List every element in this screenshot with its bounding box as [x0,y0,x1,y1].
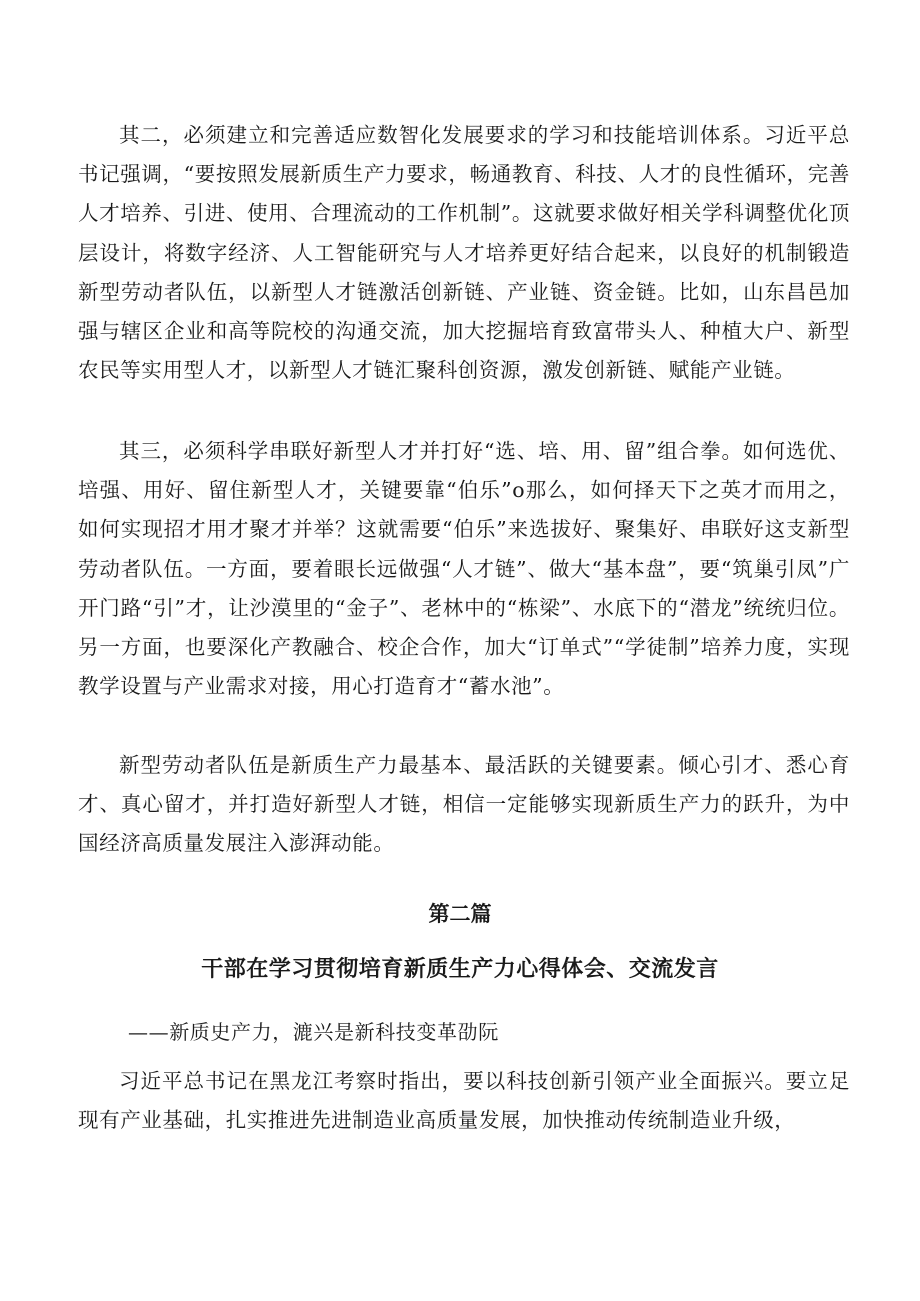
document-title: 干部在学习贯彻培育新质生产力心得体会、交流发言 [201,957,719,982]
paragraph-3: 其三，必须科学串联好新型人才并打好“选、培、用、留”组合拳。如何选优、培强、用好、留住新型人才，关键要靠“伯乐”o那么，如何择天下之英才而用之，如何实现招才用才聚才并举？这就需要“伯乐”来选拔好、聚集好、串联好这支新型劳动者队伍。一方面，要着眼长远做强“人才链”、做大“基本盘”，要“筑巢引凤”广开门路“引”才，让沙漠里的“金子”、老林中的“栋梁”、水底下的“潜龙”统统归位。另一方面，也要深化产教融合、校企合作，加大“订单式”“学徒制”培养力度，实现教学设置与产业需求对接，用心打造育才“蓄水池”。 [78,439,850,699]
paragraph-2: 其二，必须建立和完善适应数智化发展要求的学习和技能培训体系。习近平总书记强调，“要按照发展新质生产力要求，畅通教育、科技、人才的良性循环，完善人才培养、引进、使用、合理流动的工作机制”。这就要求做好相关学科调整优化顶层设计，将数字经济、人工智能研究与人才培养更好结合起来，以良好的机制锻造新型劳动者队伍，以新型人才链激活创新链、产业链、资金链。比如，山东昌邑加强与辖区企业和高等院校的沟通交流，加大挖掘培育致富带头人、种植大户、新型农民等实用型人才，以新型人才链汇聚科创资源，激发创新链、赋能产业链。 [78,123,850,383]
paragraph-opening: 习近平总书记在黑龙江考察时指出，要以科技创新引领产业全面振兴。要立足现有产业基础，扎实推进先进制造业高质量发展，加快推动传统制造业升级， [78,1069,850,1133]
document-subtitle: ——新质史产力，漉兴是新科技变革劭阮 [128,1020,499,1044]
paragraph-conclusion: 新型劳动者队伍是新质生产力最基本、最活跃的关键要素。倾心引才、悉心育才、真心留才，并打造好新型人才链，相信一定能够实现新质生产力的跃升，为中国经济高质量发展注入澎湃动能。 [78,753,850,856]
section-heading: 第二篇 [428,902,492,926]
